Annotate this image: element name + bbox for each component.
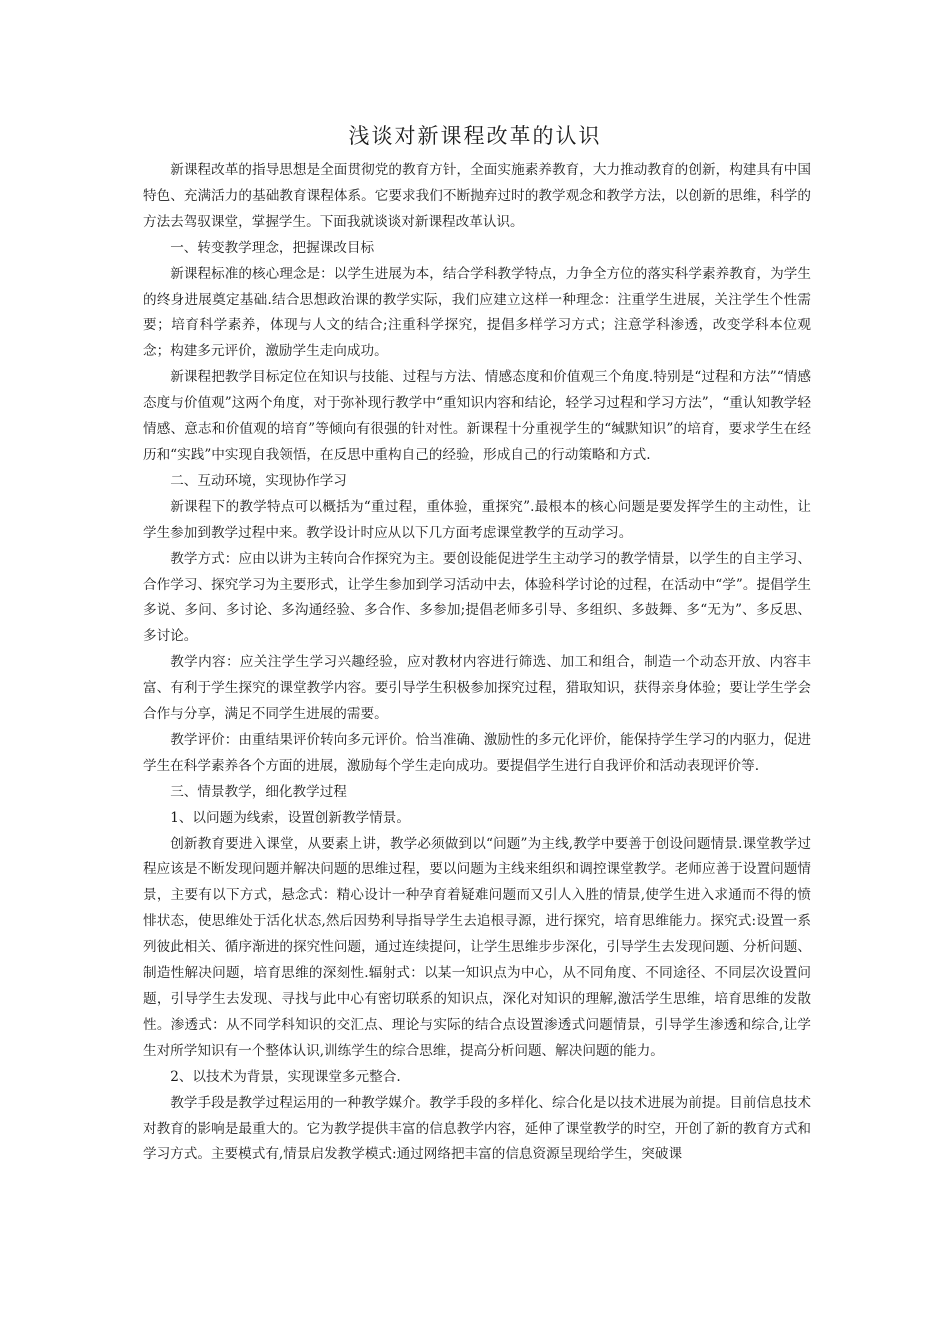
section-heading-3: 三、情景教学，细化教学过程 [170,783,347,800]
paragraph: 教学手段是教学过程运用的一种教学媒介。教学手段的多样化、综合化是以技术进展为前提。目前信息技术对教育的影响是最重大的。它为教学提供丰富的信息教学内容，延伸了课堂教学的时空，开创了新的教育方式和学习方式。主要模式有,情景启发教学模式:通过网络把丰富的信息资源呈现给学生，突破课 [143,1094,811,1163]
paragraph: 创新教育要进入课堂，从要素上讲，教学必须做到以“问题”为主线,教学中要善于创设问题情景.课堂教学过程应该是不断发现问题并解决问题的思维过程，要以问题为主线来组织和调控课堂教学。老师应善于设置问题情景，主要有以下方式，悬念式：精心设计一种孕育着疑难问题而又引人入胜的情景,使学生进入求通而不得的愤悱状态，使思维处于活化状态,然后因势利导指导学生去追根寻源，进行探究，培育思维能力。探究式:设置一系列彼此相关、循序渐进的探究性问题，通过连续提问，让学生思维步步深化，引导学生去发现问题、分析问题、制造性解决问题，培育思维的深刻性.辐射式：以某一知识点为中心，从不同角度、不同途径、不同层次设置问题，引导学生去发现、寻找与此中心有密切联系的知识点，深化对知识的理解,激活学生思维，培育思维的发散性。渗透式：从不同学科知识的交汇点、理论与实际的结合点设置渗透式问题情景，引导学生渗透和综合,让学生对所学知识有一个整体认识,训练学生的综合思维，提高分析问题、解决问题的能力。 [143,835,811,1059]
paragraph: 教学内容：应关注学生学习兴趣经验，应对教材内容进行筛选、加工和组合，制造一个动态开放、内容丰富、有利于学生探究的课堂教学内容。要引导学生积极参加探究过程，猎取知识，获得亲身体验；要让学生学会合作与分享，满足不同学生进展的需要。 [143,654,811,723]
paragraph: 教学评价：由重结果评价转向多元评价。恰当准确、激励性的多元化评价，能保持学生学习的内驱力，促进学生在科学素养各个方面的进展，激励每个学生走向成功。要提倡学生进行自我评价和活动表现评价等. [143,731,811,774]
section-heading-2: 二、互动环境，实现协作学习 [170,472,347,489]
paragraph: 教学方式：应由以讲为主转向合作探究为主。要创设能促进学生主动学习的教学情景，以学生的自主学习、合作学习、探究学习为主要形式，让学生参加到学习活动中去，体验科学讨论的过程，在活动中“学”。提倡学生多说、多问、多讨论、多沟通经验、多合作、多参加;提倡老师多引导、多组织、多鼓舞、多“无为”、多反思、多讨论。 [143,550,811,645]
paragraph-intro: 新课程改革的指导思想是全面贯彻党的教育方针，全面实施素养教育，大力推动教育的创新，构建具有中国特色、充满活力的基础教育课程体系。它要求我们不断抛弃过时的教学观念和教学方法，以创新的思维，科学的方法去驾驭课堂，掌握学生。下面我就谈谈对新课程改革认识。 [143,162,811,230]
paragraph: 新课程把教学目标定位在知识与技能、过程与方法、情感态度和价值观三个角度.特别是“过程和方法”“情感态度与价值观”这两个角度，对于弥补现行教学中“重知识内容和结论，轻学习过程和学习方法”，“重认知教学轻情感、意志和价值观的培育”等倾向有很强的针对性。新课程十分重视学生的“缄默知识”的培育，要求学生在经历和“实践”中实现自我领悟，在反思中重构自己的经验，形成自己的行动策略和方式. [143,369,811,463]
page-title: 浅谈对新课程改革的认识 [348,124,602,148]
subsection-heading-2: 2、以技术为背景，实现课堂多元整合. [170,1068,401,1085]
section-heading-1: 一、转变教学理念，把握课改目标 [170,239,375,256]
paragraph: 新课程下的教学特点可以概括为“重过程，重体验，重探究”.最根本的核心问题是要发挥学生的主动性，让学生参加到教学过程中来。教学设计时应从以下几方面考虑课堂教学的互动学习。 [143,498,811,541]
document-body [143,158,811,1168]
paragraph: 新课程标准的核心理念是：以学生进展为本，结合学科教学特点，力争全方位的落实科学素养教育，为学生的终身进展奠定基础.结合思想政治课的教学实际，我们应建立这样一种理念：注重学生进展，关注学生个性需要；培育科学素养，体现与人文的结合;注重科学探究，提倡多样学习方式；注意学科渗透，改变学科本位观念；构建多元评价，激励学生走向成功。 [143,265,811,360]
subsection-heading-1: 1、以问题为线索，设置创新教学情景。 [170,809,410,826]
